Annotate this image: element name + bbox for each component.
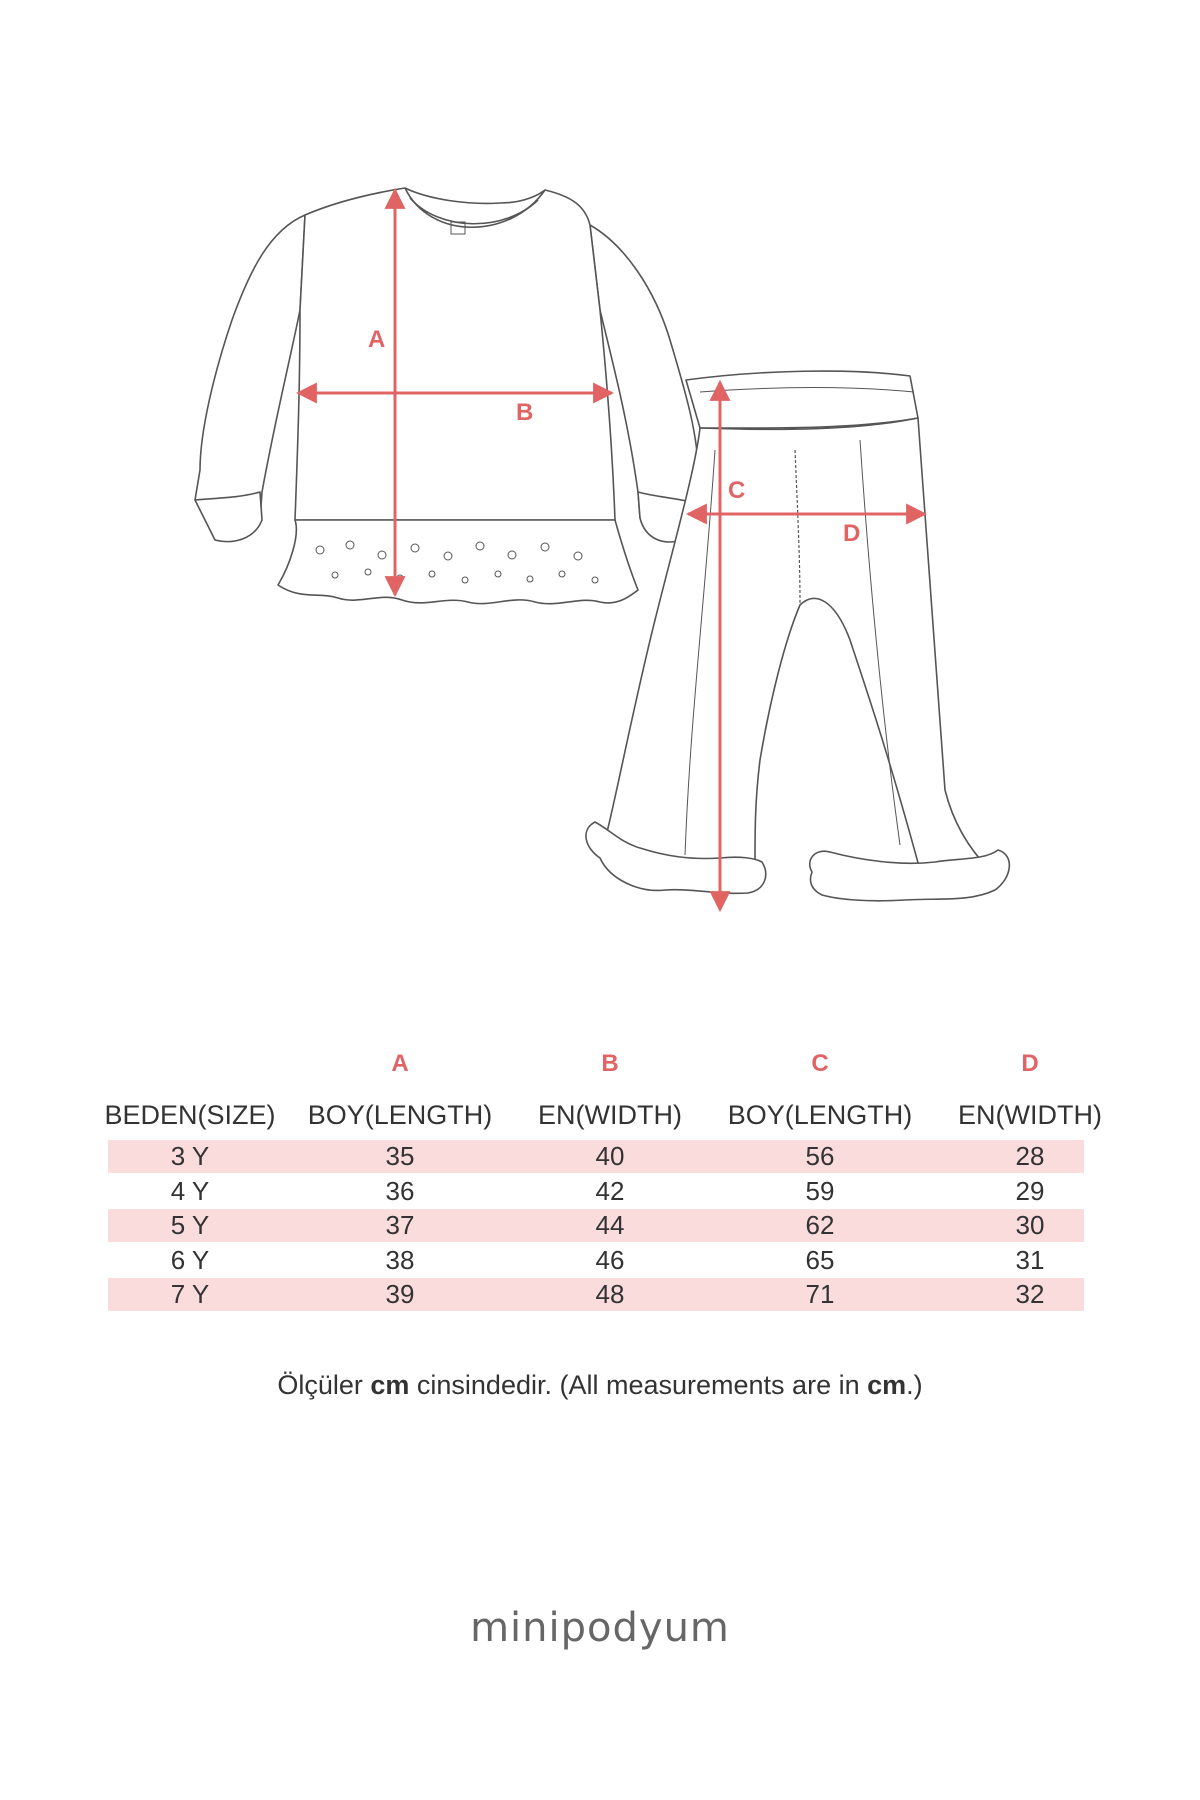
column-letter: B (601, 1050, 619, 1077)
column-letter: A (391, 1050, 409, 1077)
table-cell: 4 Y (170, 1175, 210, 1206)
label-c: C (728, 477, 746, 504)
column-header: BOY(LENGTH) (727, 1100, 913, 1130)
table-cell: 39 (385, 1279, 415, 1309)
table-cell: 3 Y (170, 1141, 210, 1171)
column-header: BEDEN(SIZE) (104, 1100, 276, 1130)
table-cell: 36 (385, 1175, 415, 1206)
table-cell: 37 (385, 1210, 415, 1240)
column-header: EN(WIDTH) (538, 1100, 682, 1130)
table-cell: 31 (1015, 1244, 1045, 1275)
table-cell: 7 Y (170, 1279, 210, 1309)
brand-logo: minipodyum (470, 1605, 730, 1651)
table-cell: 29 (1015, 1175, 1045, 1206)
measurement-note: Ölçüler cm cinsindedir. (All measurements are in cm.) (277, 1370, 923, 1400)
table-cell: 62 (805, 1210, 835, 1240)
table-cell: 28 (1015, 1141, 1045, 1171)
table-cell: 71 (805, 1279, 835, 1309)
column-header: BOY(LENGTH) (307, 1100, 493, 1130)
table-cell: 59 (805, 1175, 835, 1206)
table-cell: 44 (595, 1210, 625, 1240)
label-d: D (843, 520, 861, 547)
column-letter: D (1021, 1050, 1039, 1077)
label-b: B (516, 399, 534, 426)
table-cell: 35 (385, 1141, 415, 1171)
table-cell: 30 (1015, 1210, 1045, 1240)
table-cell: 38 (385, 1244, 415, 1275)
table-cell: 6 Y (170, 1244, 210, 1275)
column-header: EN(WIDTH) (958, 1100, 1102, 1130)
table-cell: 46 (595, 1244, 625, 1275)
table-cell: 32 (1015, 1279, 1045, 1309)
table-cell: 42 (595, 1175, 625, 1206)
table-cell: 56 (805, 1141, 835, 1171)
label-a: A (368, 326, 386, 353)
sweatshirt-drawing (195, 188, 700, 604)
table-cell: 48 (595, 1279, 625, 1309)
table-cell: 5 Y (170, 1210, 210, 1240)
column-letter: C (811, 1050, 829, 1077)
table-cell: 40 (595, 1141, 625, 1171)
table-cell: 65 (805, 1244, 835, 1275)
